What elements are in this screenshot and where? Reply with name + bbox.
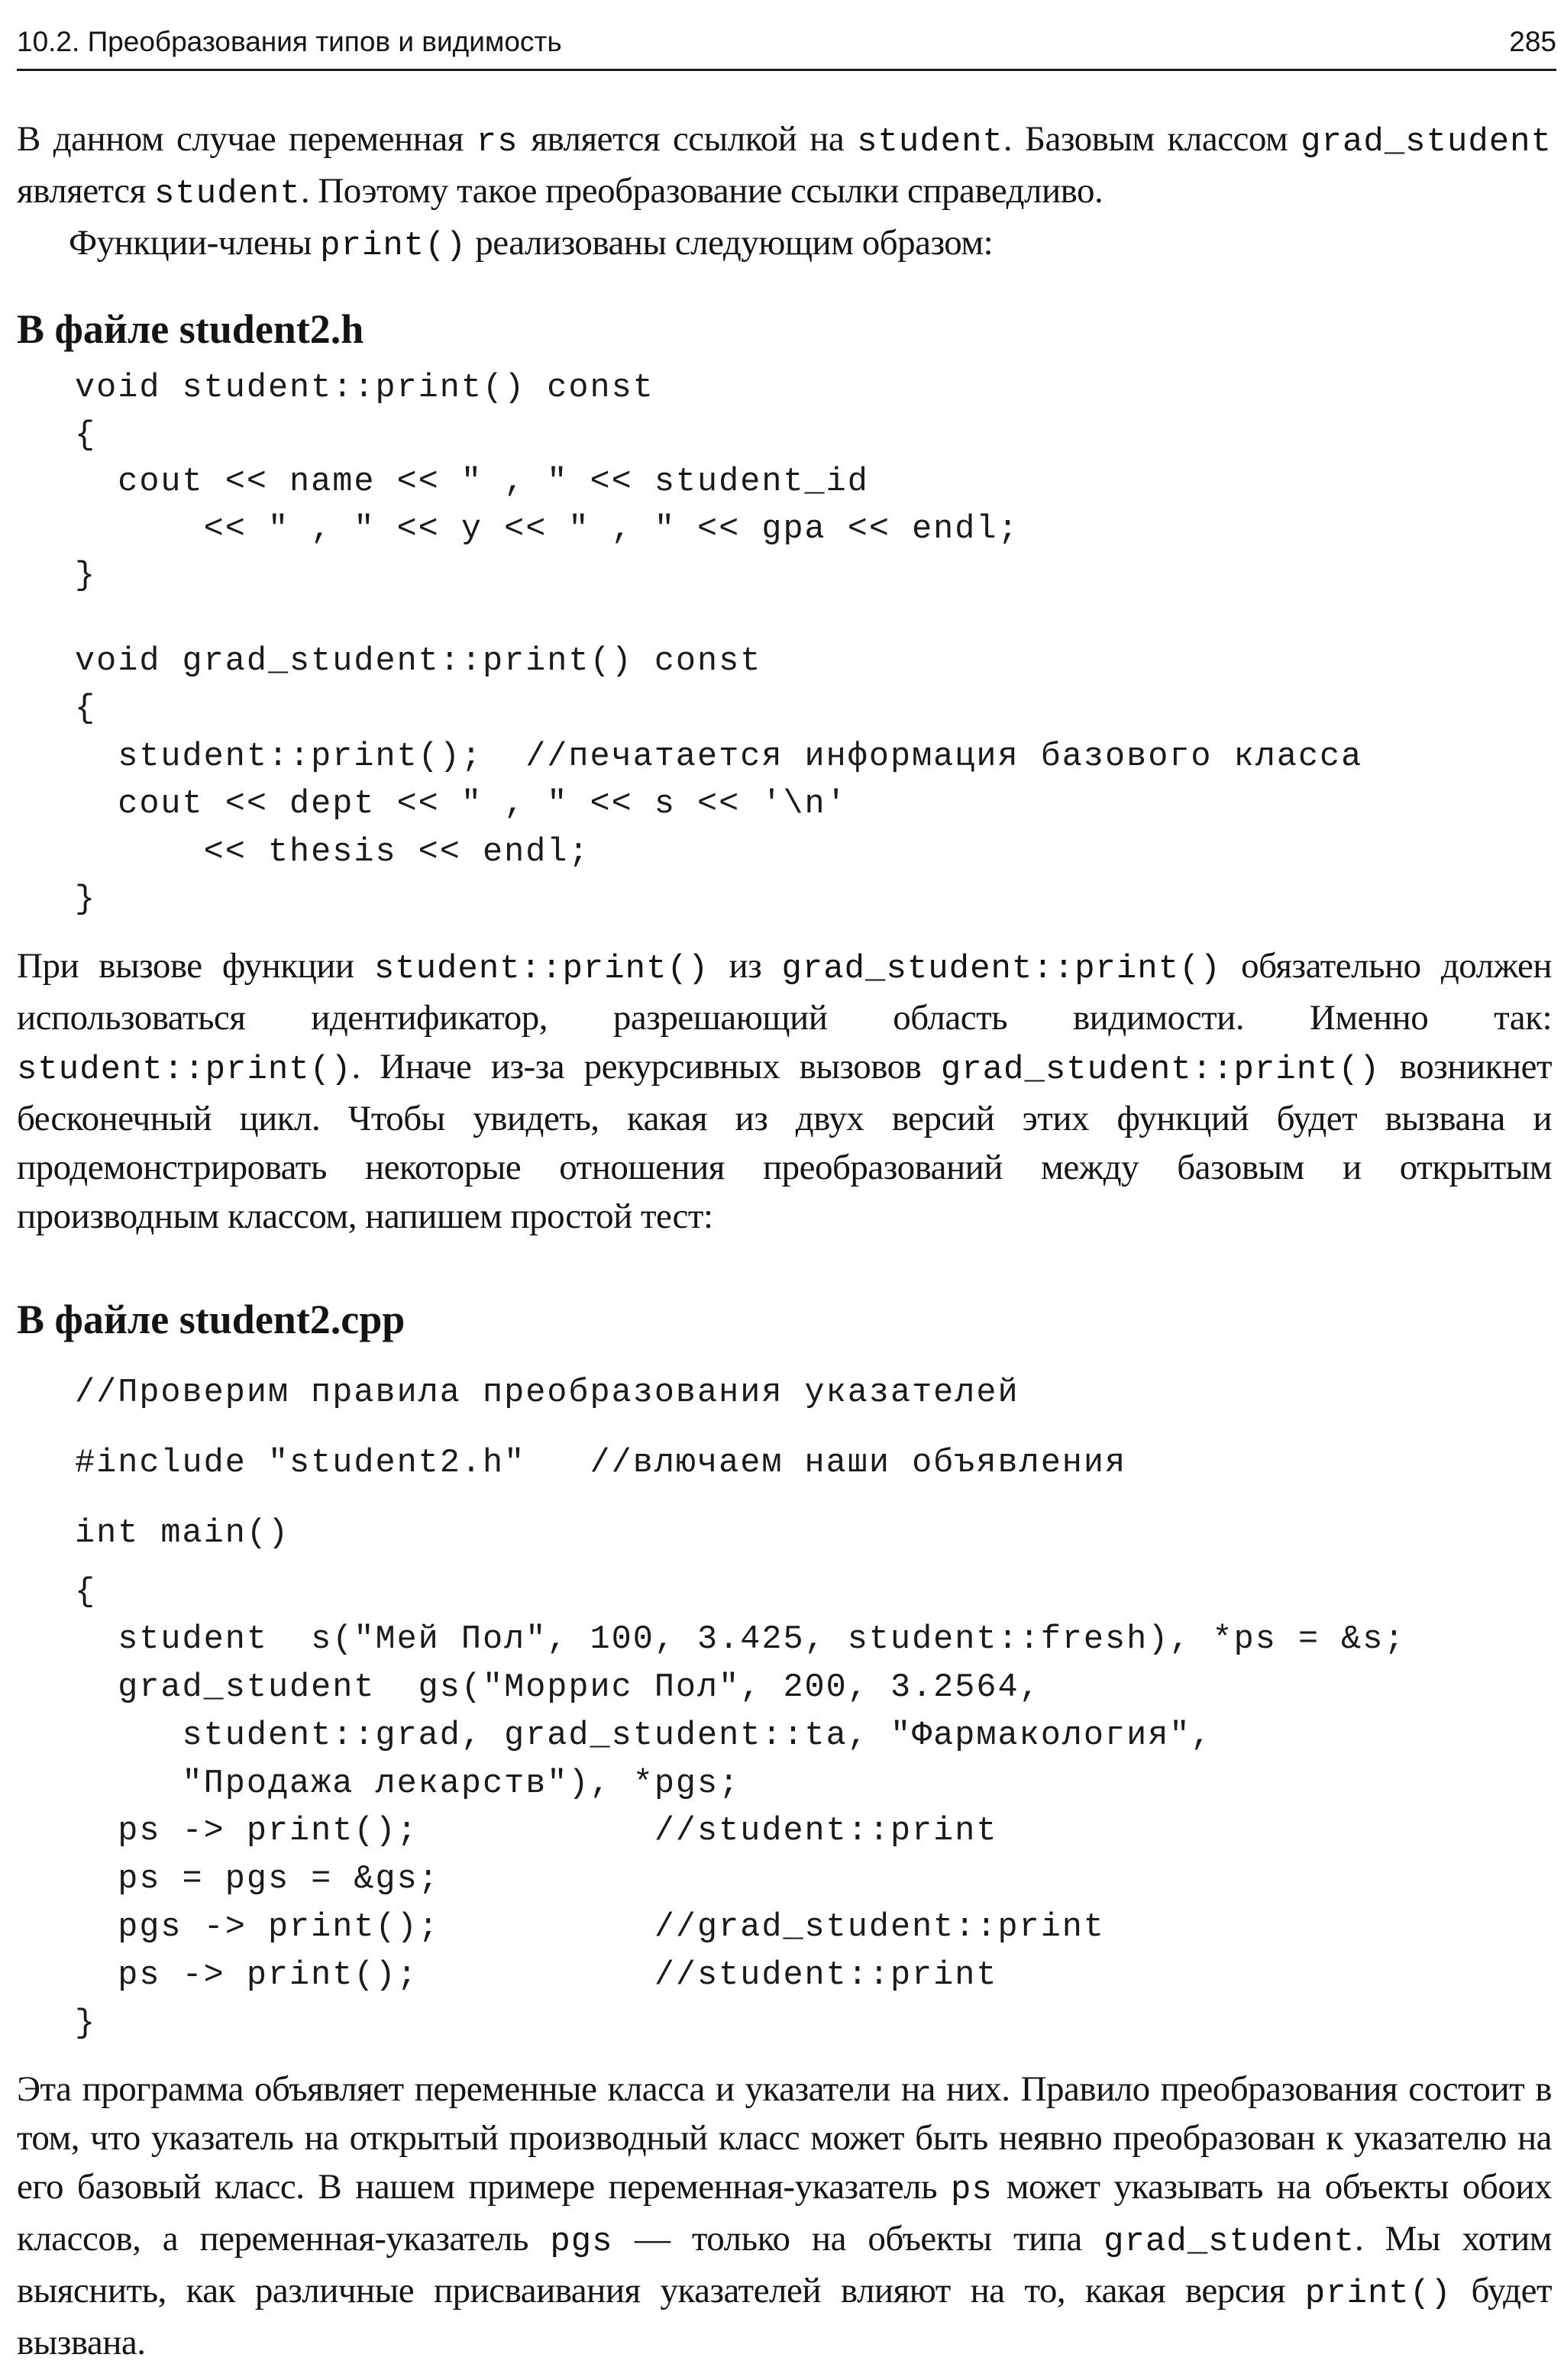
inline-code: grad_student::print() bbox=[940, 1050, 1381, 1089]
inline-code: student bbox=[857, 123, 1003, 161]
inline-code: grad_student::print() bbox=[781, 949, 1221, 988]
code-line: pgs -> print(); //grad_student::print bbox=[75, 1909, 1106, 1947]
code-line: << thesis << endl; bbox=[75, 833, 590, 871]
code-block-grad-student-print bbox=[17, 638, 1552, 925]
code-line: ps -> print(); //student::print bbox=[75, 1813, 998, 1851]
inline-code: pgs bbox=[550, 2223, 613, 2262]
inline-code: grad_student bbox=[1301, 123, 1552, 161]
code-line: << " , " << y << " , " << gpa << endl; bbox=[75, 510, 1020, 548]
running-title: 10.2. Преобразования типов и видимость bbox=[17, 26, 562, 57]
inline-code: print() bbox=[1304, 2275, 1452, 2314]
inline-code: student::print() bbox=[373, 949, 709, 988]
code-line: ps = pgs = &gs; bbox=[75, 1861, 440, 1899]
page-content bbox=[17, 115, 1552, 2367]
paragraph-pointer-conversion: Эта программа объявляет переменные класса и указатели на них. Правило преобразования состоит в том, что указатель на открытый производный класс может быть неявно преобразован к указателю на его базовый класс. В нашем примере переменная-указатель ps может указывать на объекты обоих классов, а переменная-указатель pgs — только на объекты типа grad_student. Мы хотим выяснить, как различные присваивания указателей влияют на то, какая версия print() будет вызвана. bbox=[17, 2069, 1552, 2363]
code-line: } bbox=[75, 557, 97, 595]
paragraph-reference-conversion: В данном случае переменная rs является ссылкой на student. Базовым классом grad_student является student. Поэтому такое преобразование ссылки справедливо. bbox=[17, 119, 1552, 213]
inline-code: ps bbox=[951, 2171, 993, 2210]
code-line: void grad_student::print() const bbox=[75, 642, 762, 680]
file-heading-student2-cpp: В файле student2.cpp bbox=[17, 1296, 406, 1342]
code-block-test-header bbox=[17, 1358, 1552, 1569]
inline-code: grad_student bbox=[1104, 2223, 1355, 2262]
inline-code: print() bbox=[320, 227, 467, 265]
file-heading-student2-h: В файле student2.h bbox=[17, 306, 364, 352]
code-line: grad_student gs("Моррис Пол", 200, 3.2564, bbox=[75, 1669, 1041, 1707]
code-line: void student::print() const bbox=[75, 370, 654, 407]
code-block-test-main bbox=[17, 1569, 1552, 2049]
code-line: #include "student2.h" //влючаем наши объявления bbox=[75, 1444, 1127, 1482]
code-line: student::print(); //печатается информация базового класса bbox=[75, 738, 1363, 776]
code-line: student::grad, grad_student::ta, "Фармакология", bbox=[75, 1716, 1213, 1755]
code-line: } bbox=[75, 2004, 97, 2043]
page-number: 285 bbox=[1509, 26, 1556, 57]
code-line: cout << dept << " , " << s << '\n' bbox=[75, 786, 848, 823]
page-header bbox=[17, 15, 1556, 71]
code-line: } bbox=[75, 881, 97, 919]
code-line: ps -> print(); //student::print bbox=[75, 1956, 998, 1994]
code-line: { bbox=[75, 1573, 97, 1611]
code-line: student s("Мей Пол", 100, 3.425, student::fresh), *ps = &s; bbox=[75, 1621, 1406, 1659]
code-block-student-print bbox=[17, 365, 1552, 600]
paragraph-member-functions: Функции-члены print() реализованы следующим образом: bbox=[69, 223, 994, 265]
code-line: int main() bbox=[75, 1514, 290, 1552]
inline-code: student::print() bbox=[17, 1050, 352, 1089]
code-line: cout << name << " , " << student_id bbox=[75, 463, 869, 501]
paragraph-scope-resolution: При вызове функции student::print() из grad_student::print() обязательно должен использоваться идентификатор, разрешающий область видимости. Именно так: student::print(). Иначе из-за рекурсивных вызовов grad_student::print() возникнет бесконечный цикл. Чтобы увидеть, какая из двух версий этих функций будет вызвана и продемонстрировать некоторые отношения преобразований между базовым и открытым производным классом, напишем простой тест: bbox=[17, 945, 1552, 1236]
code-line: { bbox=[75, 690, 97, 728]
inline-code: rs bbox=[476, 123, 519, 161]
code-line: "Продажа лекарств"), *pgs; bbox=[75, 1765, 741, 1803]
inline-code: student bbox=[153, 175, 301, 213]
code-line: { bbox=[75, 416, 97, 454]
code-line: //Проверим правила преобразования указателей bbox=[75, 1374, 1020, 1412]
